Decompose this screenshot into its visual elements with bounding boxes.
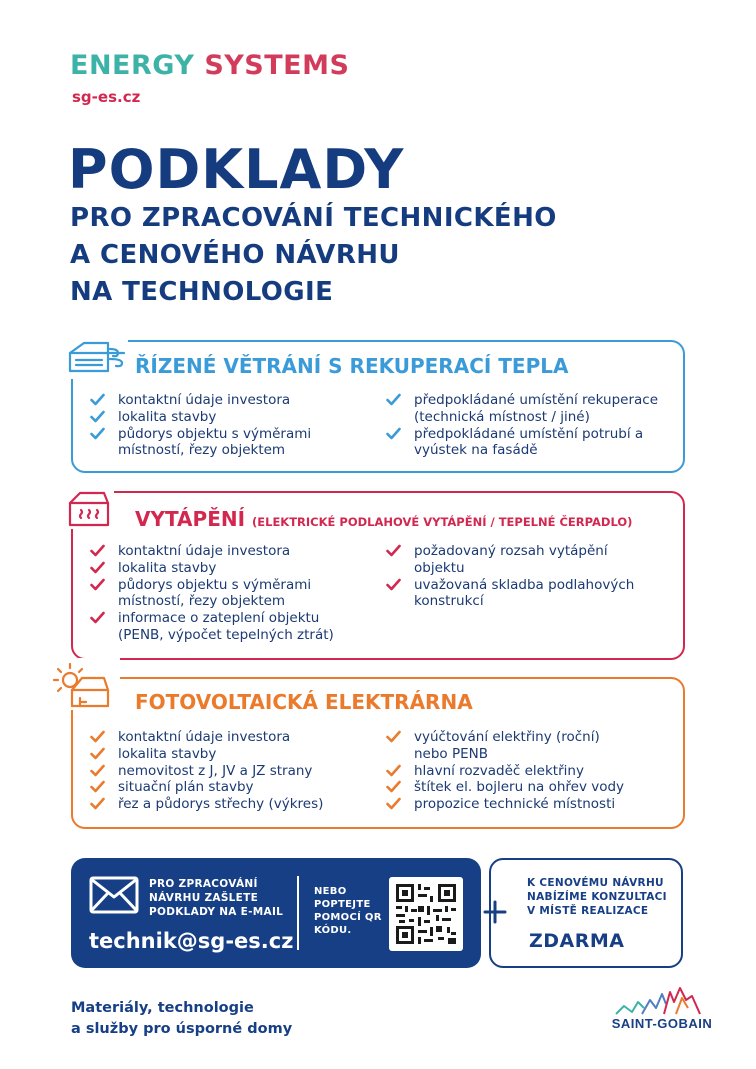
list-item: kontaktní údaje investora — [90, 543, 375, 560]
qr-instruction: NEBO POPTEJTE POMOCÍ QR KÓDU. — [314, 886, 382, 936]
list-item: předpokládané umístění potrubí a vyústek na fasádě — [386, 426, 671, 460]
list-item: situační plán stavby — [90, 779, 375, 796]
checkmark-icon — [90, 410, 106, 424]
consultation-text: K CENOVÉMU NÁVRHU NABÍZÍME KONZULTACI V MÍSTĚ REALIZACE — [527, 877, 667, 917]
checkmark-icon — [386, 393, 402, 407]
heating-list-left — [90, 543, 375, 644]
checkmark-icon — [90, 544, 106, 558]
section-ventilation-title: ŘÍZENÉ VĚTRÁNÍ S REKUPERACÍ TEPLA — [129, 354, 574, 378]
envelope-icon — [89, 876, 139, 914]
checkmark-icon — [386, 764, 402, 778]
section-heating-title-note: (ELEKTRICKÉ PODLAHOVÉ VYTÁPĚNÍ / TEPELNÉ ČERPADLO) — [252, 515, 633, 529]
checkmark-icon — [386, 780, 402, 794]
qr-code-icon[interactable] — [389, 877, 463, 951]
list-item: půdorys objektu s výměrami místností, řezy objektem — [90, 577, 375, 611]
photovoltaic-list-right — [386, 729, 671, 813]
checkmark-icon — [90, 764, 106, 778]
list-item: lokalita stavby — [90, 746, 375, 763]
solar-house-icon — [50, 658, 120, 710]
checkmark-icon — [386, 730, 402, 744]
ventilation-house-icon — [62, 335, 128, 379]
heating-house-icon — [64, 489, 114, 529]
list-item: uvažovaná skladba podlahových konstrukcí — [386, 577, 671, 611]
brand-word-energy: ENERGY — [70, 50, 195, 81]
checkmark-icon — [386, 427, 402, 441]
checkmark-icon — [90, 747, 106, 761]
saint-gobain-logo — [602, 984, 722, 1040]
list-item: propozice technické místnosti — [386, 796, 671, 813]
checkmark-icon — [386, 544, 402, 558]
section-photovoltaic-title: FOTOVOLTAICKÁ ELEKTRÁRNA — [129, 690, 479, 714]
list-item: kontaktní údaje investora — [90, 729, 375, 746]
list-item: řez a půdorys střechy (výkres) — [90, 796, 375, 813]
list-item: informace o zateplení objektu (PENB, výpočet tepelných ztrát) — [90, 610, 375, 644]
website-url: sg-es.cz — [72, 88, 141, 106]
list-item: lokalita stavby — [90, 560, 375, 577]
list-item: požadovaný rozsah vytápění objektu — [386, 543, 671, 577]
list-item: kontaktní údaje investora — [90, 392, 360, 409]
subtitle-line: A CENOVÉHO NÁVRHU — [70, 240, 400, 270]
list-item: štítek el. bojleru na ohřev vody — [386, 779, 671, 796]
consultation-panel — [489, 858, 683, 968]
email-link[interactable]: technik@sg-es.cz — [89, 929, 294, 953]
brand-logo — [70, 50, 349, 81]
list-item: hlavní rozvaděč elektřiny — [386, 763, 671, 780]
list-item: půdorys objektu s výměrami místností, řezy objektem — [90, 426, 360, 460]
tagline-line: Materiály, technologie — [71, 1000, 254, 1016]
subtitle-line: PRO ZPRACOVÁNÍ TECHNICKÉHO — [70, 203, 557, 233]
ventilation-list-left — [90, 392, 360, 459]
checkmark-icon — [90, 427, 106, 441]
section-heating-title-main: VYTÁPĚNÍ — [135, 507, 246, 531]
checkmark-icon — [90, 578, 106, 592]
page-title: PODKLADY — [68, 138, 405, 201]
checkmark-icon — [386, 578, 402, 592]
consultation-free-label: ZDARMA — [529, 930, 625, 952]
page-subtitle — [70, 200, 557, 311]
section-heating-title — [129, 507, 638, 531]
checkmark-icon — [90, 797, 106, 811]
list-item: nemovitost z J, JV a JZ strany — [90, 763, 375, 780]
checkmark-icon — [90, 780, 106, 794]
footer-tagline — [71, 998, 292, 1040]
email-contact-panel — [71, 858, 481, 968]
email-instruction: PRO ZPRACOVÁNÍ NÁVRHU ZAŠLETE PODKLADY NA E-MAIL — [149, 878, 284, 918]
ventilation-list-right — [386, 392, 671, 459]
checkmark-icon — [90, 730, 106, 744]
list-item: vyúčtování elektřiny (roční) nebo PENB — [386, 729, 671, 763]
checkmark-icon — [90, 393, 106, 407]
saint-gobain-skyline-icon — [602, 984, 722, 1016]
list-item: lokalita stavby — [90, 409, 360, 426]
checkmark-icon — [386, 797, 402, 811]
checkmark-icon — [90, 611, 106, 625]
checkmark-icon — [90, 561, 106, 575]
tagline-line: a služby pro úsporné domy — [71, 1021, 293, 1037]
heating-list-right — [386, 543, 671, 610]
brand-word-systems: SYSTEMS — [204, 50, 350, 81]
divider — [297, 876, 299, 950]
list-item: předpokládané umístění rekuperace (technická místnost / jiné) — [386, 392, 671, 426]
subtitle-line: NA TECHNOLOGIE — [70, 277, 334, 307]
photovoltaic-list-left — [90, 729, 375, 813]
saint-gobain-wordmark: SAINT-GOBAIN — [611, 1016, 713, 1031]
